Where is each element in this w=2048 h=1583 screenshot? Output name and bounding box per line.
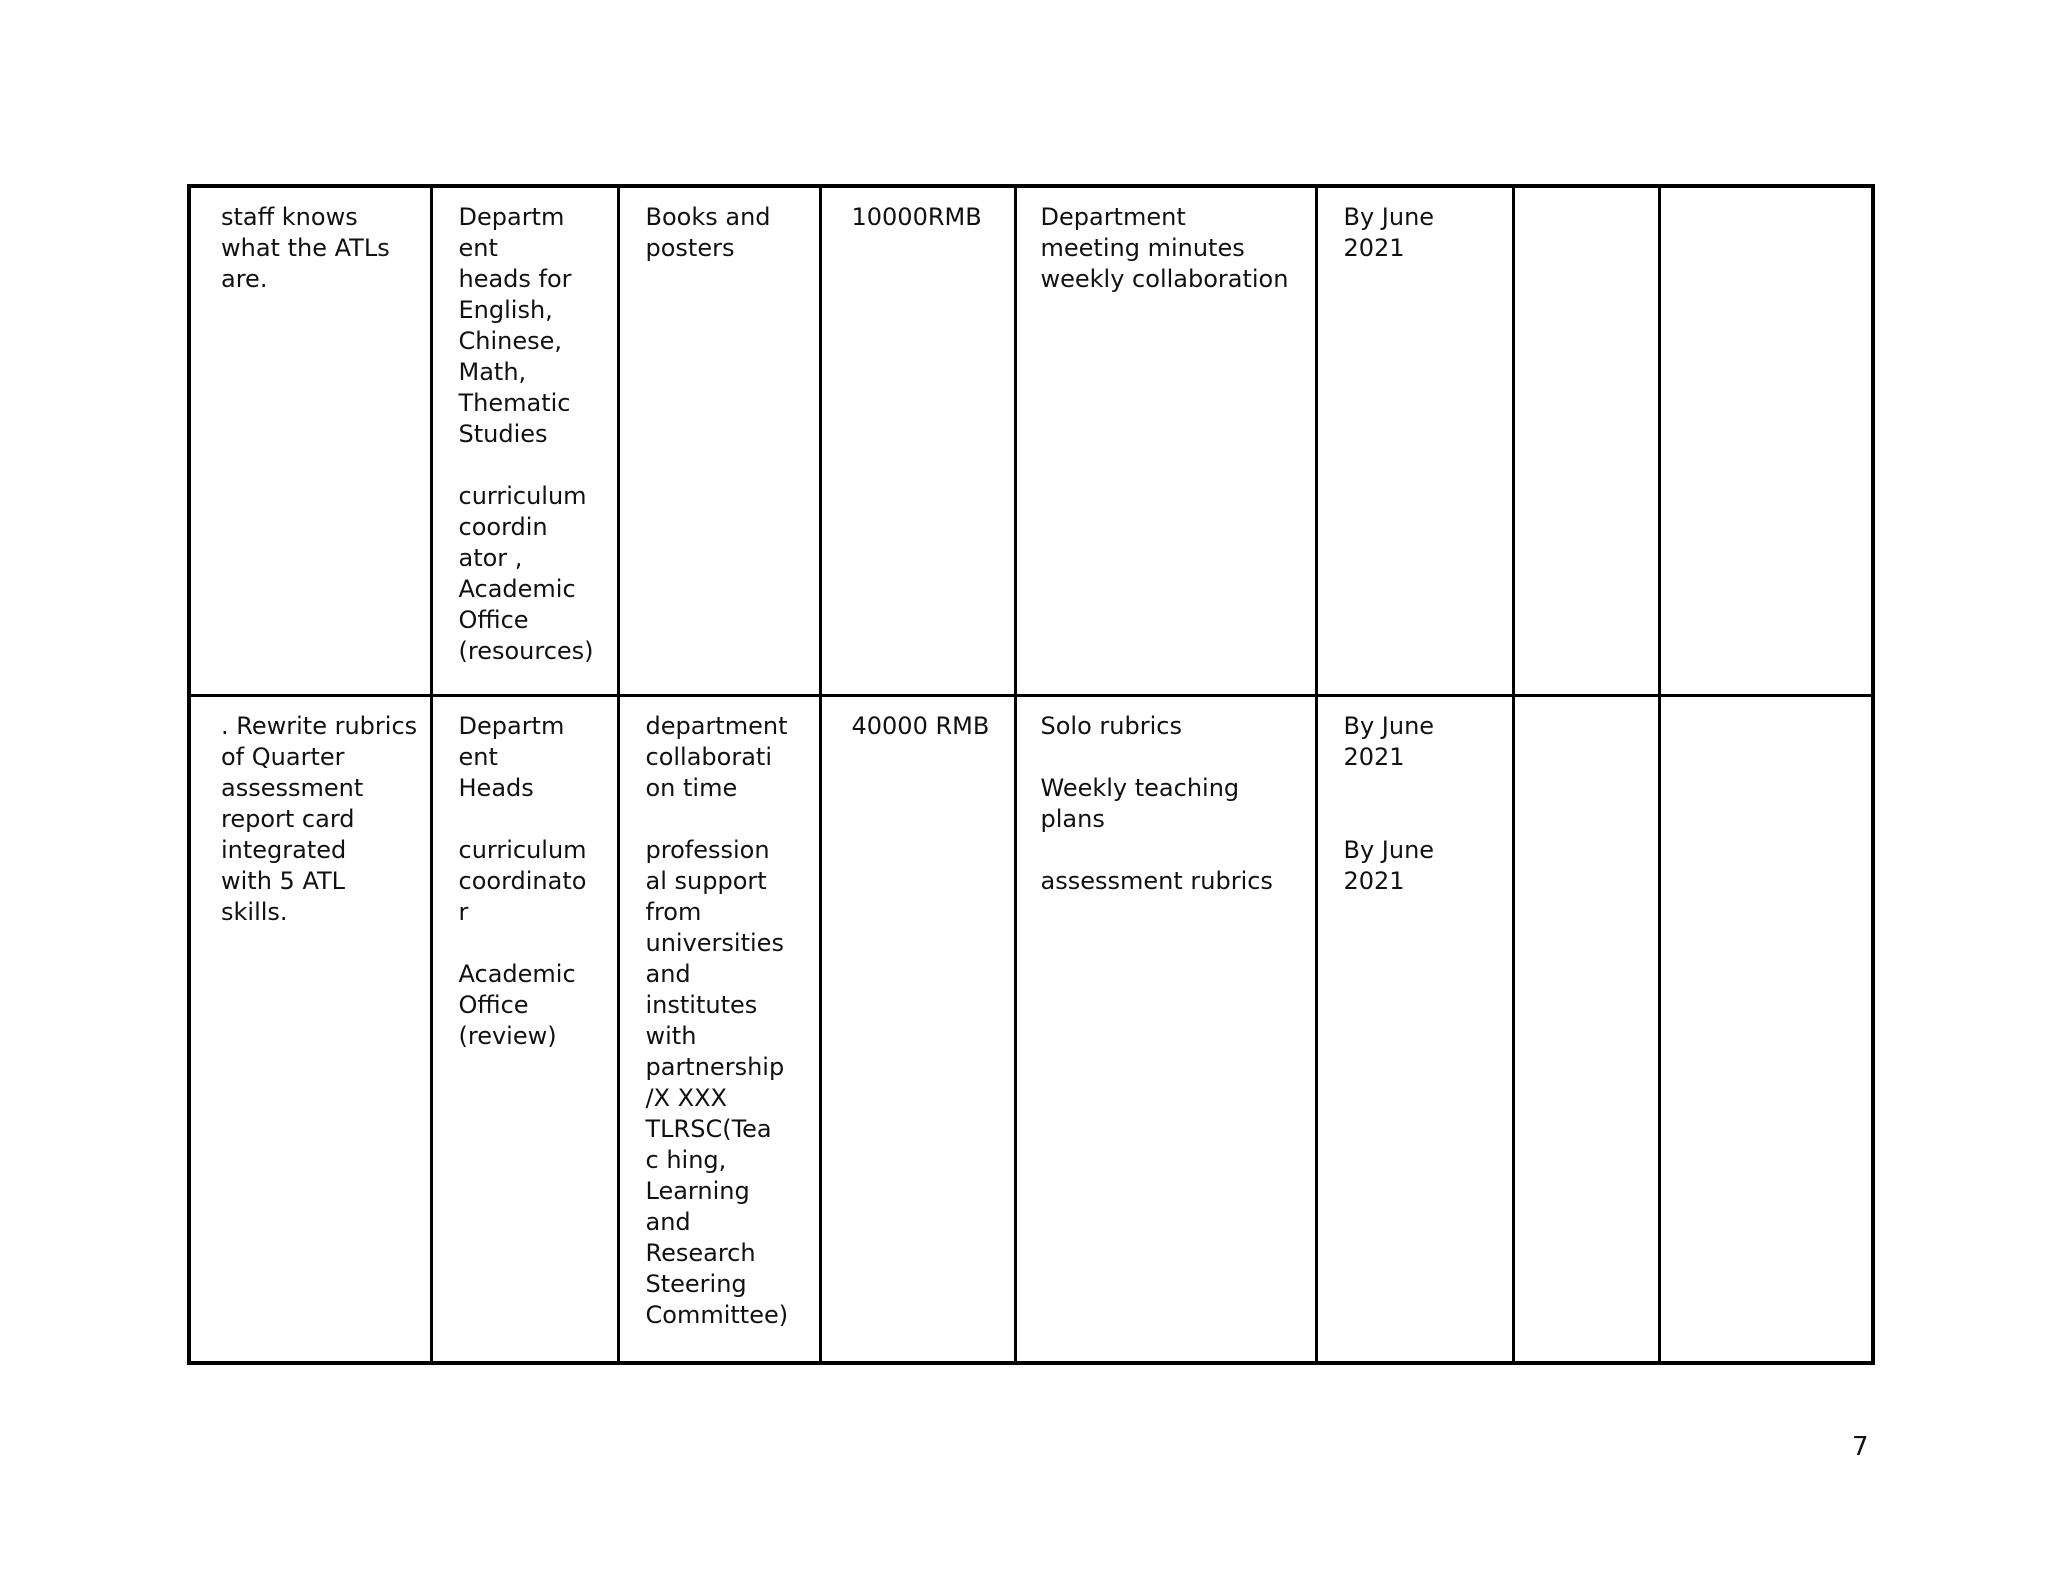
table-cell-budget: 10000RMB <box>820 186 1015 696</box>
table-cell-resources: department collaborati on time profession al support from universities and institutes with partnership /X XXX TLRSC(Tea c hing, Learning and Research Steering Committee) <box>618 696 820 1364</box>
table-cell-evidence: Solo rubrics Weekly teaching plans assessment rubrics <box>1015 696 1316 1364</box>
table-cell-budget: 40000 RMB <box>820 696 1015 1364</box>
table-cell-empty <box>1513 696 1659 1364</box>
table-cell-evidence: Department meeting minutes weekly collaboration <box>1015 186 1316 696</box>
action-plan-table <box>187 184 1875 1365</box>
table-cell-goal: . Rewrite rubrics of Quarter assessment report card integrated with 5 ATL skills. <box>189 696 431 1364</box>
table-cell-resources: Books and posters <box>618 186 820 696</box>
table-cell-empty <box>1513 186 1659 696</box>
table-cell-goal: staff knows what the ATLs are. <box>189 186 431 696</box>
table-cell-timeline: By June 2021 <box>1316 186 1513 696</box>
table-row <box>189 186 1873 696</box>
table-row <box>189 696 1873 1364</box>
table-cell-timeline: By June 2021 By June 2021 <box>1316 696 1513 1364</box>
table-cell-responsible: Departm ent heads for English, Chinese, Math, Thematic Studies curriculum coordin ator , Academic Office (resources) <box>431 186 618 696</box>
table-cell-responsible: Departm ent Heads curriculum coordinato r Academic Office (review) <box>431 696 618 1364</box>
table-cell-empty <box>1659 696 1873 1364</box>
page-number: 7 <box>1852 1432 1869 1462</box>
table-cell-empty <box>1659 186 1873 696</box>
